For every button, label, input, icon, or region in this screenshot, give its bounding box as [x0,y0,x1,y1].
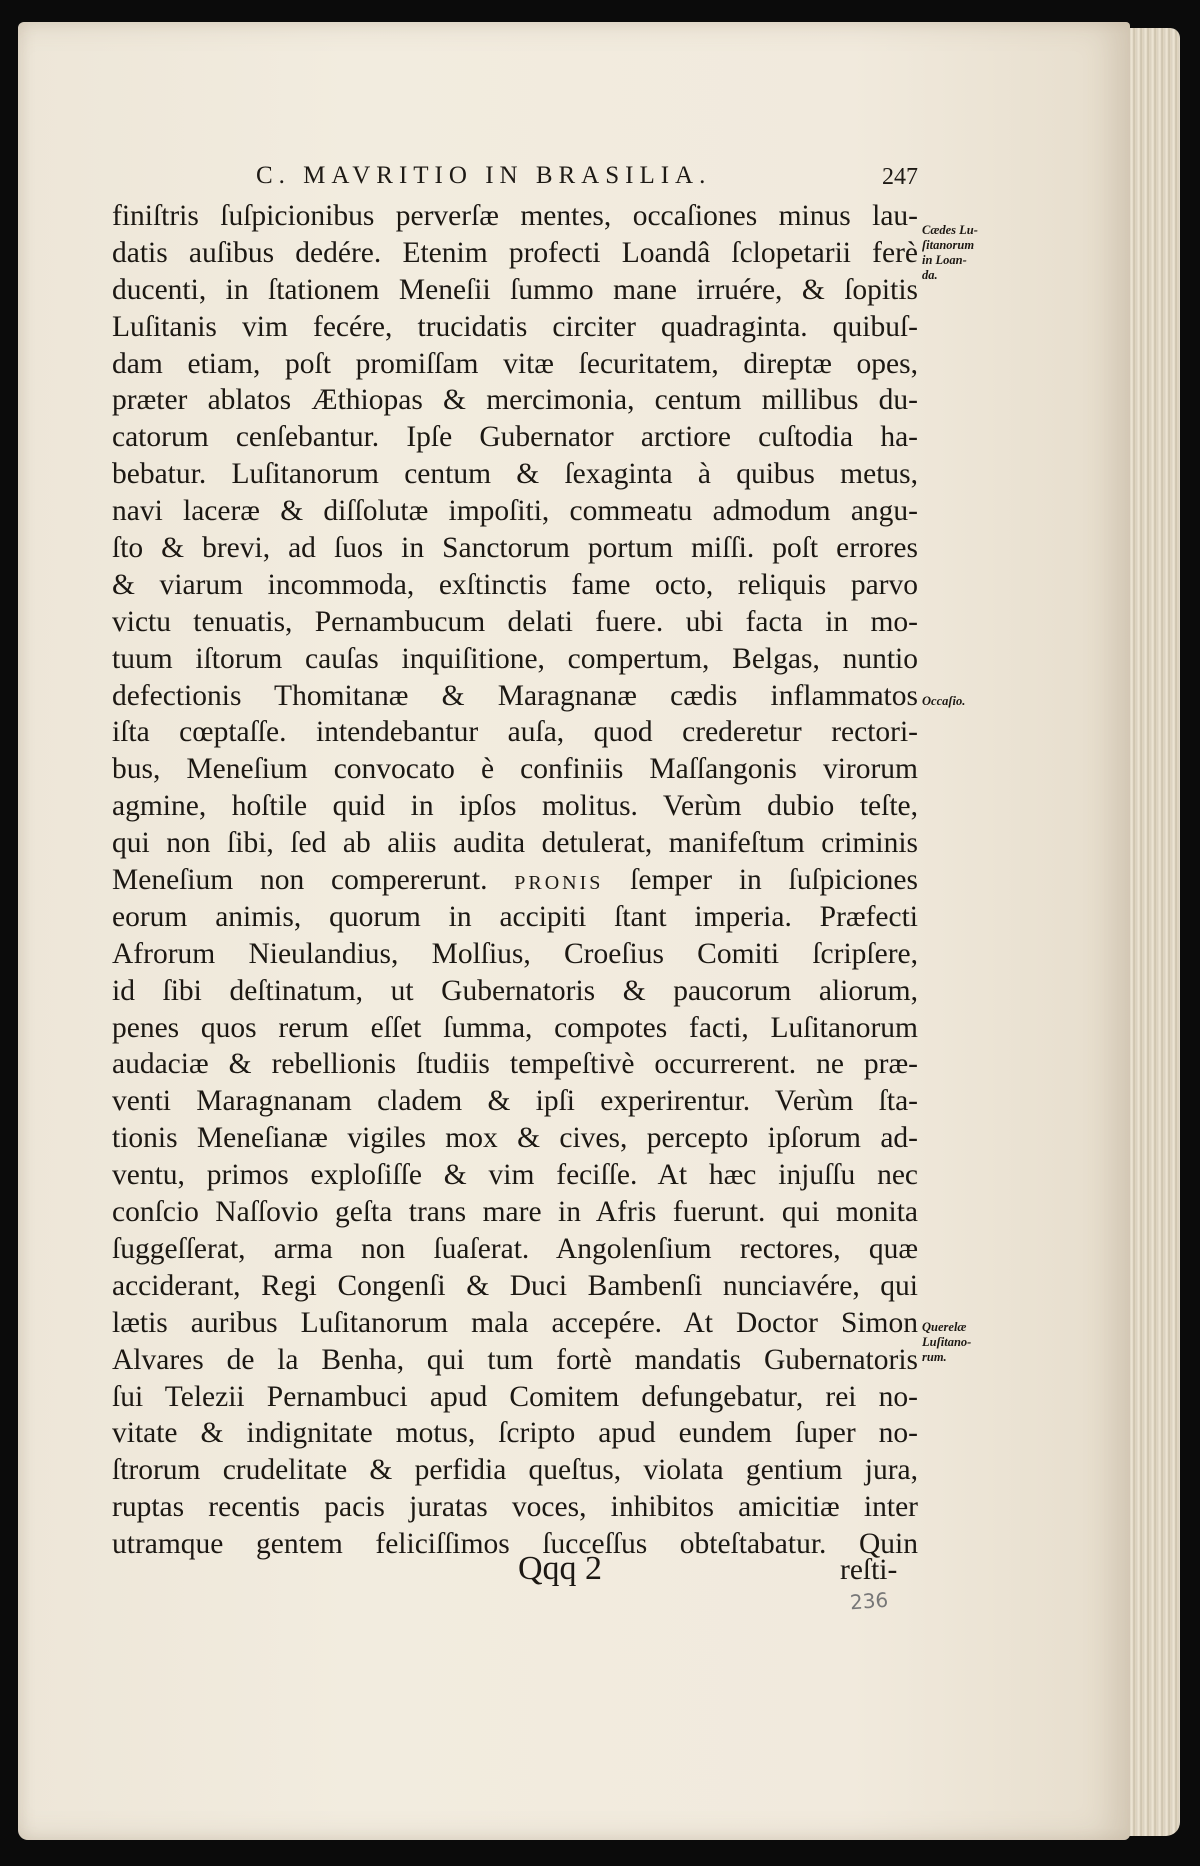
text-line: navi laceræ & diſſolutæ impoſiti, commeatu admodum angu- [112,495,918,528]
text-line: victu tenuatis, Pernambucum delati fuere. ubi facta in mo- [112,605,918,638]
text-line: dam etiam, poſt promiſſam vitæ ſecuritatem, direptæ opes, [112,347,918,380]
text-line: conſcio Naſſovio geſta trans mare in Afris fuerunt. qui monita [112,1196,918,1229]
text-line: id ſibi deſtinatum, ut Gubernatoris & paucorum aliorum, [112,974,918,1007]
margin-note-querelae [922,1320,992,1365]
text-line: tuum iſtorum cauſas inquiſitione, compertum, Belgas, nuntio [112,642,918,675]
book-page [18,22,1130,1840]
text-line: defectionis Thomitanæ & Maragnanæ cædis inflammatos [112,679,918,712]
text-line: agmine, hoſtile quid in ipſos molitus. Verùm dubio teſte, [112,790,918,823]
margin-note-line: Querelæ [922,1320,967,1334]
text-line: catorum cenſebantur. Ipſe Gubernator arctiore cuſtodia ha- [112,421,918,454]
signature-mark: Qqq 2 [518,1550,603,1587]
text-line: utramque gentem feliciſſimos ſucceſſus obteſtabatur. Quin [112,1528,918,1561]
text-line: eorum animis, quorum in accipiti ſtant imperia. Præfecti [112,900,918,933]
text-line: penes quos rerum eſſet ſumma, compotes facti, Luſitanorum [112,1011,918,1044]
handwritten-note: 236 [849,1587,889,1615]
margin-note-line: Cædes Lu- [922,223,978,237]
text-line: præter ablatos Æthiopas & mercimonia, centum millibus du- [112,384,918,417]
text-line: ſto & brevi, ad ſuos in Sanctorum portum miſſi. poſt errores [112,532,918,565]
text-line: bebatur. Luſitanorum centum & ſexaginta à quibus metus, [112,458,918,491]
text-line: lætis auribus Luſitanorum mala accepére. At Doctor Simon [112,1306,918,1339]
text-line: ſui Telezii Pernambuci apud Comitem defungebatur, rei no- [112,1380,918,1413]
margin-note-line: rum. [922,1350,947,1364]
catchword: reſti- [840,1554,898,1586]
margin-note-occasio: Occaſio. [922,694,966,708]
text-line: qui non ſibi, ſed ab aliis audita detulerat, manifeſtum criminis [112,827,918,860]
text-line: ducenti, in ſtationem Meneſii ſummo mane irruére, & ſopitis [112,273,918,306]
text-line: & viarum incommoda, exſtinctis fame octo, reliquis parvo [112,568,918,601]
text-line: vitate & indignitate motus, ſcripto apud eundem ſuper no- [112,1417,918,1450]
margin-note-line: Luſitano- [922,1335,972,1349]
margin-note-line: in Loan- [922,253,967,267]
text-line: acciderant, Regi Congenſi & Duci Bambenſi nunciavére, qui [112,1269,918,1302]
text-line: tionis Meneſianæ vigiles mox & cives, percepto ipſorum ad- [112,1122,918,1155]
running-head: C. MAVRITIO IN BRASILIA. [256,162,712,189]
text-line: iſta cœptaſſe. intendebantur auſa, quod crederetur rectori- [112,716,918,749]
text-line: Afrorum Nieulandius, Molſius, Croeſius Comiti ſcripſere, [112,937,918,970]
text-line: Luſitanis vim fecére, trucidatis circiter quadraginta. quibuſ- [112,310,918,343]
page-number: 247 [882,164,918,190]
text-line: ventu, primos exploſiſſe & vim feciſſe. At hæc injuſſu nec [112,1159,918,1192]
text-line: Alvares de la Benha, qui tum fortè mandatis Gubernatoris [112,1343,918,1376]
text-line-mixed [112,862,918,899]
text-line: ſuggeſſerat, arma non ſuaſerat. Angolenſium rectores, quæ [112,1232,918,1265]
text-line: venti Maragnanam cladem & ipſi experirentur. Verùm ſta- [112,1085,918,1118]
line-start: Meneſium non compererunt. [112,864,515,897]
margin-note-caedes [922,223,992,283]
small-caps-word: PRONIS [514,872,604,895]
text-line: datis auſibus dedére. Etenim profecti Loandâ ſclopetarii ferè [112,236,918,269]
text-line: bus, Meneſium convocato è confiniis Maſſangonis virorum [112,753,918,786]
margin-note-line: da. [922,268,938,282]
text-line: ruptas recentis pacis juratas voces, inhibitos amicitiæ inter [112,1491,918,1524]
text-line: ſtrorum crudelitate & perfidia queſtus, violata gentium jura, [112,1454,918,1487]
text-line: finiſtris ſuſpicionibus perverſæ mentes, occaſiones minus lau- [112,200,918,232]
margin-note-line: ſitanorum [922,238,975,252]
line-end: ſemper in ſuſpiciones [603,864,918,897]
text-line: audaciæ & rebellionis ſtudiis tempeſtivè occurrerent. ne præ- [112,1048,918,1081]
body-text [112,198,918,1563]
